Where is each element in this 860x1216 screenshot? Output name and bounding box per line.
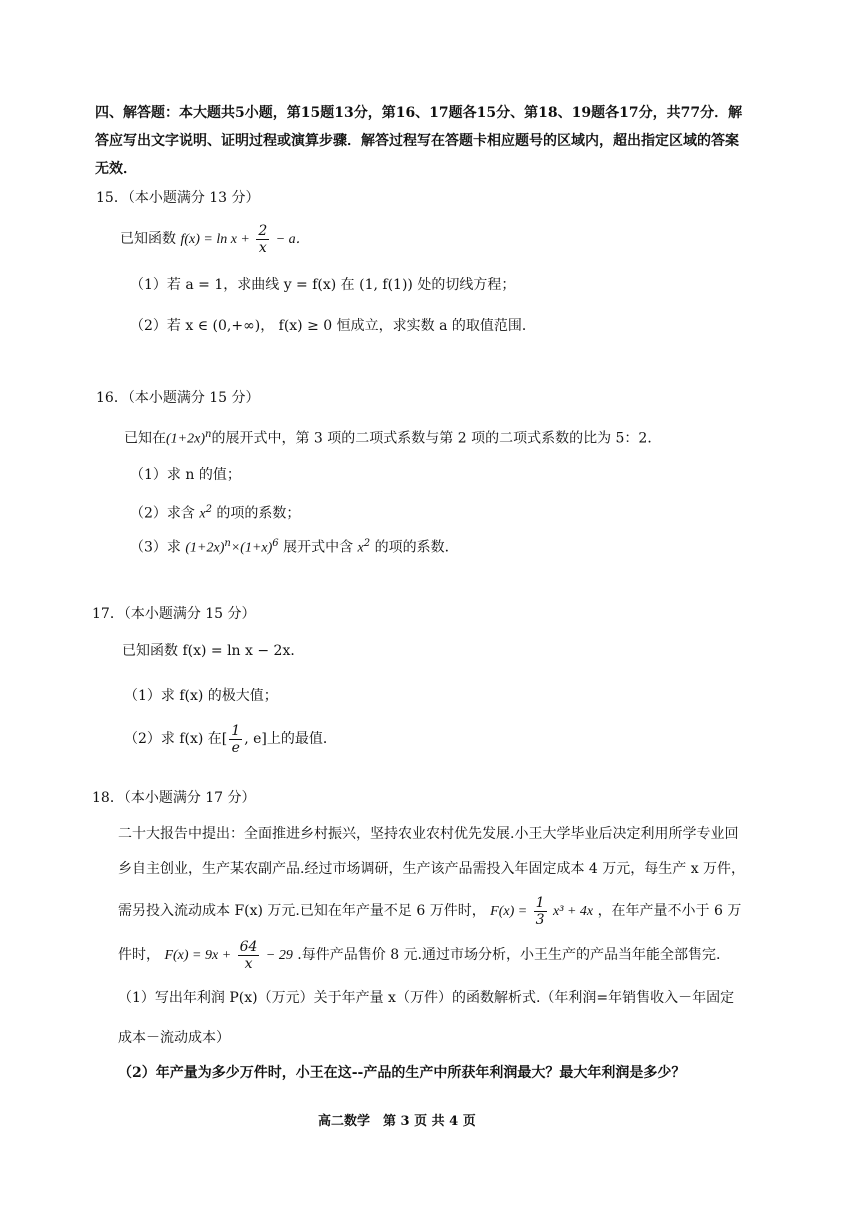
q16-heading	[96, 388, 260, 408]
q15-part2: （2）若 x ∈ (0,+∞)， f(x) ≥ 0 恒成立，求实数 a 的取值范围．	[130, 318, 536, 334]
q15-fraction	[256, 223, 269, 256]
q15-part1: （1）若 a = 1，求曲线 y = f(x) 在 (1, f(1)) 处的切线方程；	[130, 277, 516, 293]
q18-l3-b: ，在年产量不小于 6 万	[597, 903, 742, 919]
q15-score: （本小题满分 13 分）	[127, 190, 260, 206]
q17-fraction	[229, 723, 242, 756]
section-header-line3: 无效．	[95, 161, 137, 177]
q16-p2-b: 的项的系数；	[216, 505, 301, 522]
q16-part2	[130, 500, 300, 525]
q18-line4	[118, 938, 720, 973]
q18-part1-line1: （1）写出年利润 P(x)（万元）关于年产量 x（万件）的函数解析式.（年利润=年销售收入－年固定	[118, 990, 735, 1006]
q16-stem-b: 的展开式中，第 3 项的二项式系数与第 2 项的二项式系数的比为 5：2．	[211, 430, 662, 447]
q15-stem-tail: − a．	[275, 232, 310, 247]
q16-stem	[124, 425, 661, 450]
q17-p2-a: （2）求 f(x) 在[	[124, 731, 228, 747]
q16-p3-exp3: 2	[363, 538, 371, 549]
q16-p3-mid: ×(1+x)	[230, 540, 273, 556]
q18-line3	[118, 894, 741, 929]
q16-p3-x: x	[357, 540, 364, 556]
q17-frac-num: 1	[231, 722, 241, 739]
q17-number: 17．	[92, 606, 124, 622]
q15-number: 15．	[96, 190, 128, 206]
q18-score: （本小题满分 17 分）	[123, 790, 256, 806]
q15-heading	[96, 188, 260, 208]
q16-p3-exp1: n	[224, 538, 231, 549]
q17-part2	[124, 722, 337, 756]
q15-frac-den: x	[258, 239, 267, 256]
q17-part1: （1）求 f(x) 的极大值；	[124, 688, 278, 704]
q18-l3-den: 3	[535, 911, 545, 928]
q15-stem	[120, 222, 310, 257]
q17-stem: 已知函数 f(x) = ln x − 2x．	[122, 643, 305, 659]
q18-number: 18．	[92, 790, 124, 806]
q16-p3-exp2: 6	[272, 538, 279, 549]
q16-number: 16．	[96, 390, 128, 406]
q18-heading	[92, 788, 256, 808]
q18-l3-num: 1	[535, 894, 545, 911]
q17-frac-den: e	[231, 739, 240, 756]
q18-l4-num: 64	[239, 938, 258, 955]
section-header-line1: 四、解答题：本大题共5小题，第15题13分，第16、17题各15分、第18、19题各17分，共77分．解	[95, 105, 743, 121]
q18-l3-f: F(x) =	[490, 904, 528, 919]
q18-l4-fraction	[238, 939, 260, 972]
q17-heading	[92, 604, 256, 624]
q16-stem-expr: (1+2x)	[166, 431, 205, 447]
q16-part3	[130, 534, 459, 559]
q18-line1: 二十大报告中提出：全面推进乡村振兴，坚持农业农村优先发展.小王大学毕业后决定利用所学专业回	[118, 826, 739, 842]
q17-p2-b: , e]上的最值．	[244, 731, 337, 747]
q18-l3-a: 需另投入流动成本 F(x) 万元.已知在年产量不足 6 万件时，	[118, 903, 486, 919]
q15-stem-func: f(x) = ln x +	[180, 232, 250, 247]
q18-l4-b: .每件产品售价 8 元.通过市场分析，小王生产的产品当年能全部售完.	[297, 947, 721, 963]
q18-l4-f: F(x) = 9x +	[164, 948, 232, 963]
q18-part1-line2: 成本－流动成本）	[118, 1030, 230, 1046]
q16-p3-c: 的项的系数．	[374, 539, 459, 556]
q16-stem-a: 已知在	[124, 430, 166, 447]
q18-l4-a: 件时，	[118, 947, 160, 963]
q18-l3-tail: x³ + 4x	[553, 904, 594, 919]
q16-p3-a: （3）求	[130, 539, 181, 556]
q16-part1: （1）求 n 的值；	[130, 467, 241, 483]
q18-line2: 乡自主创业，生产某农副产品.经过市场调研，生产该产品需投入年固定成本 4 万元，每生产 x 万件，	[118, 861, 746, 877]
q18-l4-tail: − 29	[265, 948, 293, 963]
section-header-line2: 答应写出文字说明、证明过程或演算步骤．解答过程写在答题卡相应题号的区域内，超出指定区域的答案	[95, 133, 739, 149]
q18-l4-den: x	[244, 955, 253, 972]
q18-part2: （2）年产量为多少万件时，小王在这--产品的生产中所获年利润最大？最大年利润是多少？	[118, 1065, 686, 1081]
q16-stem-exp: n	[205, 429, 212, 440]
q16-score: （本小题满分 15 分）	[127, 390, 260, 406]
q16-p2-x: x	[199, 506, 206, 522]
q16-p3-b: 展开式中含	[283, 539, 354, 556]
q16-p2-a: （2）求含	[130, 505, 195, 522]
page-footer: 高二数学 第 3 页 共 4 页	[318, 1114, 476, 1129]
q15-stem-prefix: 已知函数	[120, 231, 176, 247]
q17-score: （本小题满分 15 分）	[123, 606, 256, 622]
q15-frac-num: 2	[258, 222, 268, 239]
q16-p2-exp: 2	[205, 504, 212, 515]
q16-p3-expr1: (1+2x)	[185, 540, 225, 556]
q18-l3-fraction	[534, 895, 547, 928]
